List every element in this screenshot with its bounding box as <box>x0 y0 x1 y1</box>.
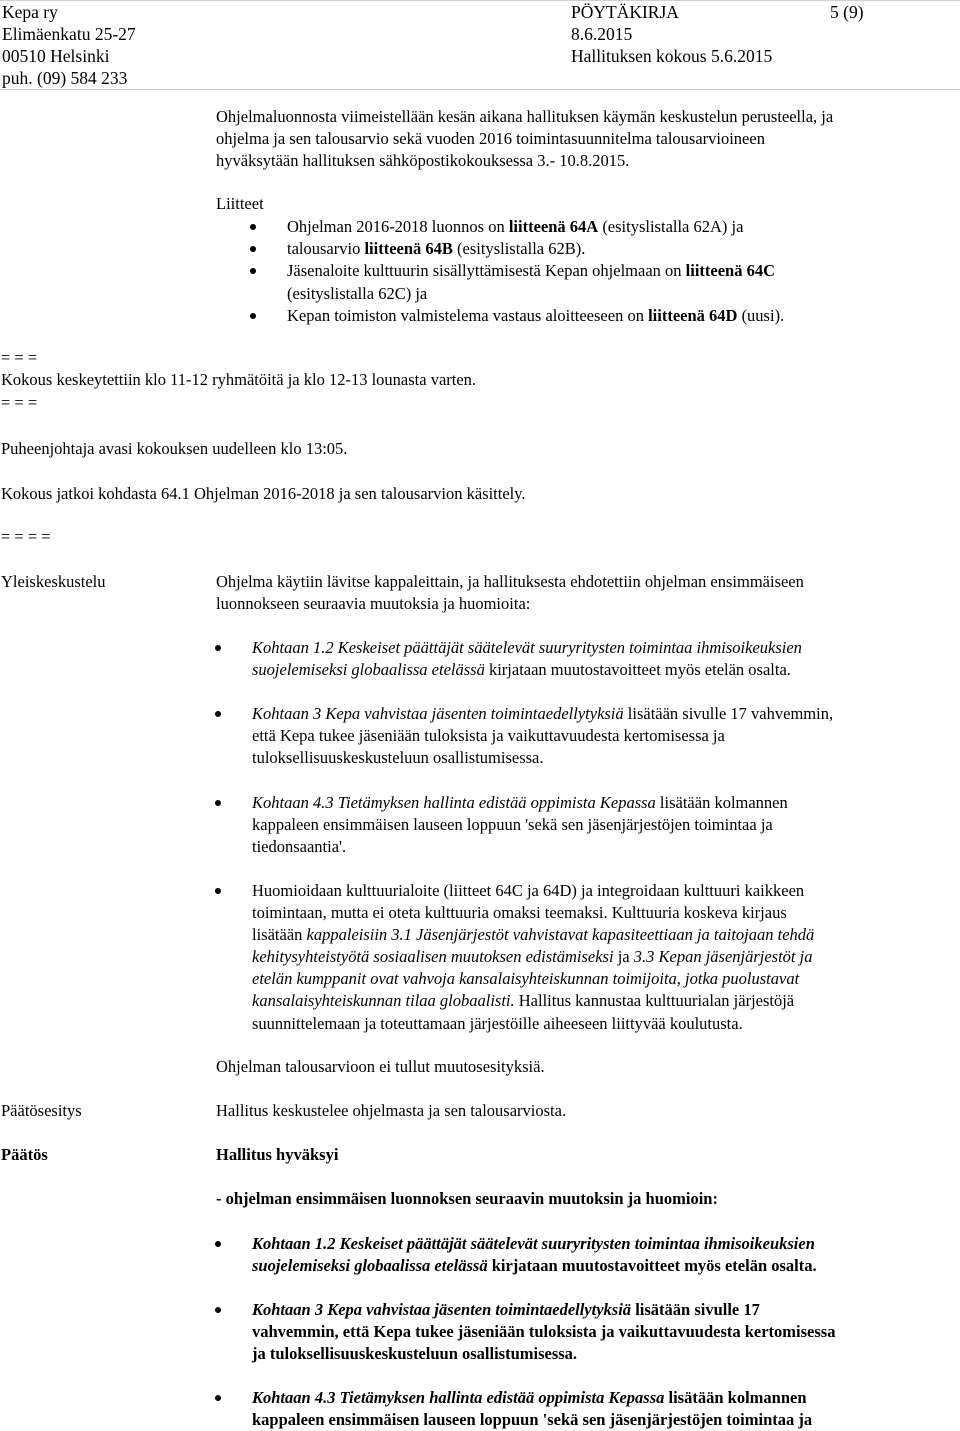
decision-2-line-3: ja tuloksellisuuskeskusteluun osallistumisessa. <box>252 1344 578 1363</box>
intro-line-3: hyväksytään hallituksen sähköpostikokouksessa 3.- 10.8.2015. <box>216 151 630 170</box>
change-1-line-2: suojelemiseksi globaalissa etelässä kirjataan muutostavoitteet myös etelän osalta. <box>252 660 791 679</box>
doc-type: PÖYTÄKIRJA <box>571 2 679 22</box>
decision-1-line-1: Kohtaan 1.2 Keskeiset päättäjät säätelevät suuryritysten toimintaa ihmisoikeuksien <box>252 1234 815 1253</box>
bullet-icon <box>215 800 221 806</box>
attachment-item-64c: Jäsenaloite kulttuurin sisällyttämisestä Kepan ohjelmaan on liitteenä 64C <box>287 261 776 280</box>
bullet-icon <box>250 313 256 319</box>
change-2-line-3: tuloksellisuuskeskusteluun osallistumisessa. <box>252 748 544 767</box>
general-discussion-label: Yleiskeskustelu <box>1 572 106 591</box>
change-4-line-4: kehitysyhteistyötä sosiaalisen muutoksen edistämiseksi ja 3.3 Kepan jäsenjärjestöt ja <box>252 947 813 966</box>
meeting-title: Hallituksen kokous 5.6.2015 <box>571 46 773 66</box>
change-2-line-2: että Kepa tukee jäseniään tuloksista ja vaikuttavuudesta kertomisessa ja <box>252 726 725 745</box>
budget-note: Ohjelman talousarvioon ei tullut muutosesityksiä. <box>216 1057 545 1076</box>
separator: = = = = <box>1 527 51 546</box>
change-4-line-7: suunnittelemaan ja toteuttamaan järjestöille aiheeseen liittyvää koulutusta. <box>252 1014 743 1033</box>
bullet-icon <box>250 268 256 274</box>
attachments-title: Liitteet <box>216 194 264 213</box>
bullet-icon <box>250 246 256 252</box>
proposal-label: Päätösesitys <box>1 1101 82 1120</box>
doc-date: 8.6.2015 <box>571 24 633 44</box>
decision-text: Hallitus hyväksyi <box>216 1145 339 1164</box>
attachment-item-64c-cont: (esityslistalla 62C) ja <box>287 284 428 303</box>
bullet-icon <box>215 1241 221 1247</box>
decision-2-line-2: vahvemmin, että Kepa tukee jäseniään tuloksista ja vaikuttavuudesta kertomisessa <box>252 1322 836 1341</box>
pause-note: Kokous keskeytettiin klo 11-12 ryhmätöitä ja klo 12-13 lounasta varten. <box>1 370 477 389</box>
org-address-street: Elimäenkatu 25-27 <box>2 24 136 44</box>
decision-subtitle: - ohjelman ensimmäisen luonnoksen seuraavin muutoksin ja huomioin: <box>216 1189 718 1208</box>
header-divider <box>0 89 960 90</box>
general-line-1: Ohjelma käytiin lävitse kappaleittain, ja hallituksesta ehdotettiin ohjelman ensimmäiseen <box>216 572 804 591</box>
separator: = = = <box>1 393 38 412</box>
intro-line-1: Ohjelmaluonnosta viimeistellään kesän aikana hallituksen käymän keskustelun perusteella, ja <box>216 107 834 126</box>
bullet-icon <box>215 1395 221 1401</box>
page-number: 5 (9) <box>830 2 864 22</box>
intro-line-2: ohjelma ja sen talousarvio sekä vuoden 2016 toimintasuunnitelma talousarvioineen <box>216 129 765 148</box>
bullet-icon <box>215 1307 221 1313</box>
change-4-line-5: etelän kumppanit ovat vahvoja kansalaisyhteiskunnan toimijoita, jotka puolustavat <box>252 969 800 988</box>
bullet-icon <box>215 711 221 717</box>
bullet-icon <box>215 888 221 894</box>
change-3-line-3: tiedonsaantia'. <box>252 837 347 856</box>
change-2-line-1: Kohtaan 3 Kepa vahvistaa jäsenten toimintaedellytyksiä lisätään sivulle 17 vahvemmin, <box>252 704 834 723</box>
attachment-item-64d: Kepan toimiston valmistelema vastaus aloitteeseen on liitteenä 64D (uusi). <box>287 306 785 325</box>
reopen-note: Puheenjohtaja avasi kokouksen uudelleen klo 13:05. <box>1 439 348 458</box>
org-phone: puh. (09) 584 233 <box>2 68 128 88</box>
decision-2-line-1: Kohtaan 3 Kepa vahvistaa jäsenten toimintaedellytyksiä lisätään sivulle 17 <box>252 1300 760 1319</box>
change-4-line-3: lisätään kappaleisiin 3.1 Jäsenjärjestöt vahvistavat kapasiteettiaan ja taitojaan tehdä <box>252 925 815 944</box>
continue-note: Kokous jatkoi kohdasta 64.1 Ohjelman 2016-2018 ja sen talousarvion käsittely. <box>1 484 526 503</box>
attachment-item-64b: talousarvio liitteenä 64B (esityslistalla 62B). <box>287 239 586 258</box>
bullet-icon <box>215 645 221 651</box>
decision-3-line-2: kappaleen ensimmäisen lauseen loppuun 'sekä sen jäsenjärjestöjen toimintaa ja <box>252 1410 813 1429</box>
change-3-line-1: Kohtaan 4.3 Tietämyksen hallinta edistää oppimista Kepassa lisätään kolmannen <box>252 793 788 812</box>
org-address-city: 00510 Helsinki <box>2 46 110 66</box>
change-4-line-6: kansalaisyhteiskunnan tilaa globaalisti. Hallitus kannustaa kulttuurialan järjestöjä <box>252 991 795 1010</box>
change-3-line-2: kappaleen ensimmäisen lauseen loppuun 'sekä sen jäsenjärjestöjen toimintaa ja <box>252 815 773 834</box>
header-bar <box>0 0 960 1</box>
change-1-line-1: Kohtaan 1.2 Keskeiset päättäjät säätelevät suuryritysten toimintaa ihmisoikeuksien <box>252 638 802 657</box>
separator: = = = <box>1 348 38 367</box>
attachment-item-64a: Ohjelman 2016-2018 luonnos on liitteenä 64A (esityslistalla 62A) ja <box>287 217 744 236</box>
decision-label: Päätös <box>1 1145 48 1164</box>
decision-1-line-2: suojelemiseksi globaalissa etelässä kirjataan muutostavoitteet myös etelän osalta. <box>252 1256 817 1275</box>
change-4-line-2: toimintaan, mutta ei oteta kulttuuria omaksi teemaksi. Kulttuuria koskeva kirjaus <box>252 903 787 922</box>
bullet-icon <box>250 224 256 230</box>
org-name: Kepa ry <box>2 2 58 22</box>
proposal-text: Hallitus keskustelee ohjelmasta ja sen talousarviosta. <box>216 1101 567 1120</box>
decision-3-line-1: Kohtaan 4.3 Tietämyksen hallinta edistää oppimista Kepassa lisätään kolmannen <box>252 1388 807 1407</box>
general-line-2: luonnokseen seuraavia muutoksia ja huomioita: <box>216 594 531 613</box>
change-4-line-1: Huomioidaan kulttuurialoite (liitteet 64C ja 64D) ja integroidaan kulttuuri kaikkeen <box>252 881 805 900</box>
